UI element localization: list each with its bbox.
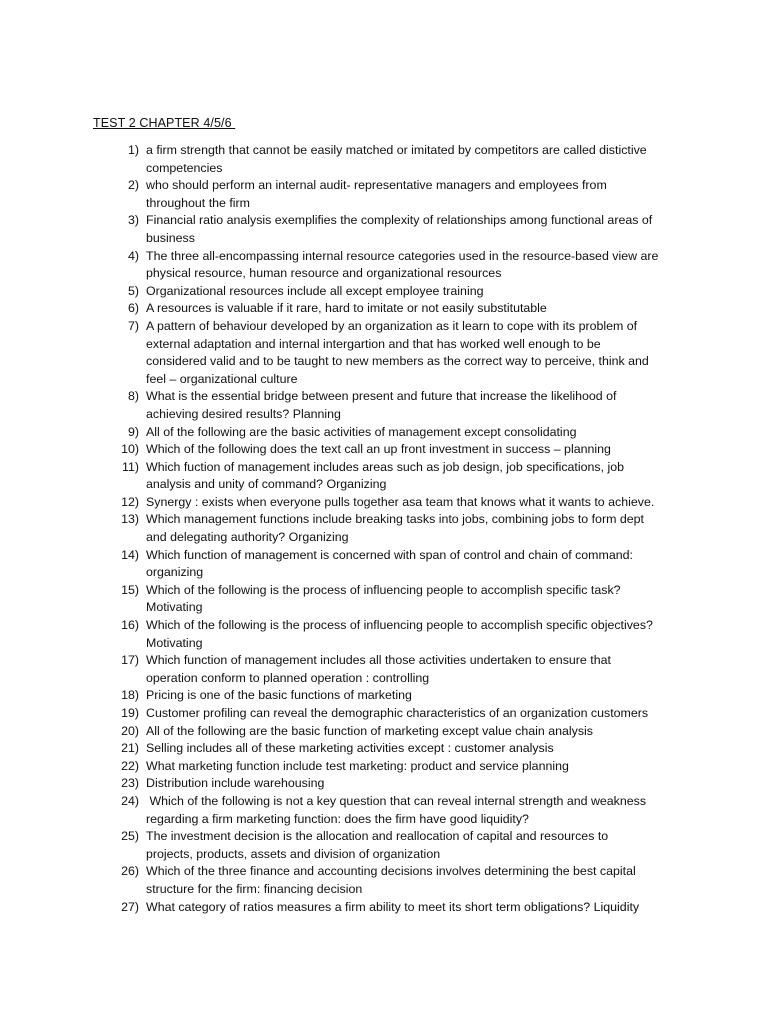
item-gap (139, 793, 146, 828)
item-number: 4) (127, 248, 139, 263)
item-number: 9) (127, 424, 139, 439)
list-item (100, 547, 680, 582)
item-number: 27) (121, 899, 139, 914)
item-text: What marketing function include test marketing: product and service planning (146, 758, 569, 773)
item-text: Which of the three finance and accounting decisions involves determining the best capital structure for the firm: financing decision (146, 864, 636, 896)
list-item (100, 793, 680, 828)
item-number: 10) (121, 442, 139, 457)
item-text: Which management functions include breaking tasks into jobs, combining jobs to form dept and delegating authority? Organizing (146, 512, 644, 545)
item-number: 23) (121, 776, 139, 791)
item-number: 12) (121, 494, 139, 509)
item-gap (139, 424, 146, 442)
list-item (100, 142, 680, 177)
list-item (100, 705, 680, 723)
item-text: A resources is valuable if it rare, hard to imitate or not easily substitutable (146, 301, 547, 316)
item-number: 19) (121, 706, 139, 720)
item-gap (139, 899, 146, 917)
list-item (100, 899, 680, 917)
list-item (100, 511, 680, 546)
list-item (100, 318, 680, 388)
list-item (100, 300, 680, 318)
document-title: TEST 2 CHAPTER 4/5/6 (93, 116, 236, 130)
item-number: 8) (127, 389, 139, 404)
item-number: 21) (121, 741, 139, 756)
item-text: What is the essential bridge between present and future that increase the likelihood of achieving desired results? Planning (146, 389, 617, 421)
item-number: 15) (121, 582, 139, 597)
list-item (100, 828, 680, 863)
list-item (100, 494, 680, 512)
item-gap (139, 863, 146, 898)
item-text: Selling includes all of these marketing activities except : customer analysis (146, 741, 554, 756)
item-text: Pricing is one of the basic functions of marketing (146, 688, 412, 703)
item-text: Financial ratio analysis exemplifies the complexity of relationships among functional areas of business (146, 213, 653, 245)
item-number: 13) (121, 512, 139, 527)
item-text: Which of the following is the process of influencing people to accomplish specific objectives? Motivating (146, 618, 653, 650)
item-text: a firm strength that cannot be easily matched or imitated by competitors are called distictive competencies (146, 143, 647, 175)
item-gap (139, 248, 146, 283)
item-gap (139, 300, 146, 318)
item-gap (139, 441, 146, 459)
item-number: 1) (127, 143, 139, 157)
item-gap (139, 212, 146, 247)
list-item (100, 424, 680, 442)
list-item (100, 775, 680, 793)
item-text: Distribution include warehousing (146, 776, 325, 791)
item-gap (139, 547, 146, 582)
item-gap (139, 758, 146, 776)
item-number: 7) (127, 318, 139, 333)
list-item (100, 248, 680, 283)
list-item (100, 388, 680, 423)
item-gap (139, 582, 146, 617)
item-text: Which function of management is concerned with span of control and chain of command: organizing (146, 547, 633, 580)
item-gap (139, 459, 146, 494)
item-number: 18) (121, 688, 139, 703)
item-gap (139, 318, 146, 388)
item-gap (139, 177, 146, 212)
list-item (100, 652, 680, 687)
item-number: 25) (121, 829, 139, 844)
item-gap (139, 828, 146, 863)
item-text: who should perform an internal audit- representative managers and employees from throughout the firm (146, 178, 607, 210)
item-gap (139, 705, 146, 723)
item-text: The investment decision is the allocation and reallocation of capital and resources to projects, products, assets and division of organization (146, 829, 609, 861)
item-number: 11) (122, 459, 139, 474)
item-text: The three all-encompassing internal resource categories used in the resource-based view are physical resource, human resource and organizational resources (146, 248, 659, 281)
item-text: Which of the following does the text call an up front investment in success – planning (146, 442, 611, 457)
list-item (100, 582, 680, 617)
item-text: What category of ratios measures a firm ability to meet its short term obligations? Liquidity (146, 899, 640, 914)
item-number: 14) (121, 547, 139, 562)
list-item (100, 758, 680, 776)
list-item (100, 212, 680, 247)
item-text: Which of the following is not a key question that can reveal internal strength and weakness regarding a firm marketing function: does the firm have good liquidity? (146, 793, 647, 826)
item-number: 24) (121, 793, 139, 808)
item-gap (139, 511, 146, 546)
item-gap (139, 617, 146, 652)
item-text: Which function of management includes all those activities undertaken to ensure that operation conform to planned operation : controlling (146, 653, 611, 685)
list-item (100, 723, 680, 741)
item-number: 16) (121, 618, 139, 633)
list-item (100, 863, 680, 898)
item-text: Which of the following is the process of influencing people to accomplish specific task? Motivating (146, 582, 621, 615)
list-item (100, 441, 680, 459)
item-gap (139, 740, 146, 758)
item-text: Synergy : exists when everyone pulls together asa team that knows what it wants to achieve. (146, 494, 655, 509)
list-item (100, 687, 680, 705)
item-text: All of the following are the basic function of marketing except value chain analysis (146, 723, 594, 738)
item-gap (139, 723, 146, 741)
list-item (100, 283, 680, 301)
item-gap (139, 283, 146, 301)
item-gap (139, 652, 146, 687)
item-text: All of the following are the basic activities of management except consolidating (146, 424, 577, 439)
item-number: 26) (121, 864, 139, 879)
list-item (100, 740, 680, 758)
list-item (100, 459, 680, 494)
item-gap (139, 687, 146, 705)
item-number: 20) (121, 723, 139, 738)
question-list (100, 142, 680, 916)
list-item (100, 617, 680, 652)
item-text: A pattern of behaviour developed by an organization as it learn to cope with its problem of external adaptation and internal intergartion and that has worked well enough to be considered valid and to be taught to new members as the correct way to perceive, think and feel – organizational culture (146, 318, 649, 386)
item-number: 6) (127, 301, 139, 316)
item-gap (139, 775, 146, 793)
item-number: 17) (121, 653, 139, 668)
item-text: Customer profiling can reveal the demographic characteristics of an organization customers (146, 706, 649, 720)
item-gap (139, 388, 146, 423)
item-text: Which fuction of management includes areas such as job design, job specifications, job analysis and unity of command? Organizing (146, 459, 624, 492)
item-number: 3) (127, 213, 139, 228)
list-item (100, 177, 680, 212)
item-gap (139, 142, 146, 177)
item-text: Organizational resources include all except employee training (146, 283, 484, 298)
item-number: 2) (127, 178, 139, 193)
item-number: 22) (121, 758, 139, 773)
item-number: 5) (127, 283, 139, 298)
item-gap (139, 494, 146, 512)
